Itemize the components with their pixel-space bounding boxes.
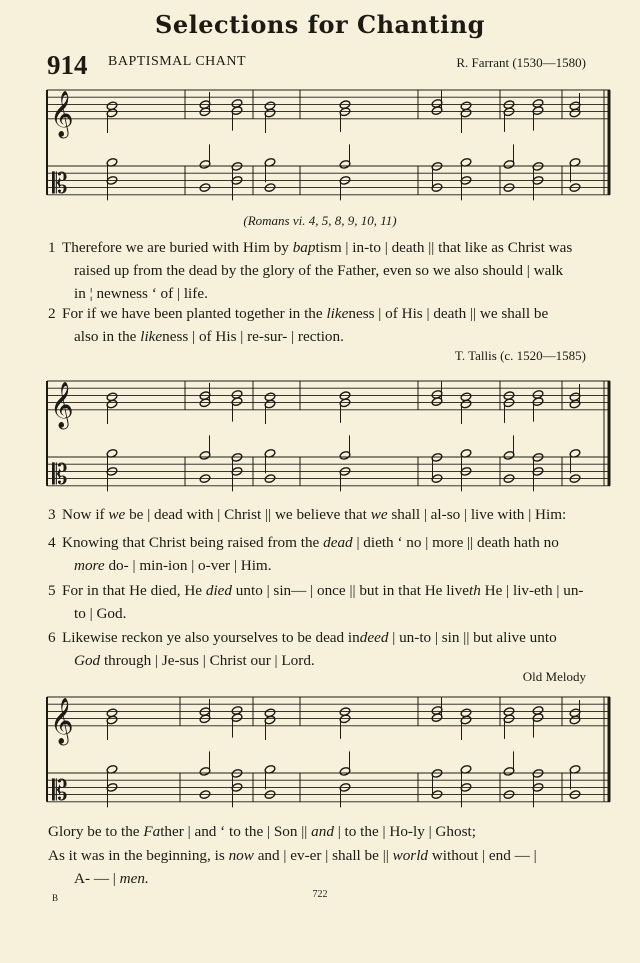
verse-number: 2: [48, 305, 56, 322]
verse-text: unto | sin— | once || but in that He live: [232, 582, 469, 599]
verse-text: do- | min-ion | o-ver | Him.: [104, 557, 272, 574]
gloria-text-em: world: [392, 847, 429, 864]
verse-text-em: th: [469, 582, 481, 599]
note-head: [532, 706, 544, 716]
verse-1: [48, 236, 613, 305]
verse-text: tism | in-to | death || that like as Christ was: [315, 239, 573, 256]
verse-text-em: dead: [323, 534, 353, 551]
note-head: [231, 99, 243, 109]
gloria-line-1: [48, 820, 618, 843]
verse-number: 6: [48, 629, 56, 646]
verse-text: ness | of His | death || we shall be: [348, 305, 549, 322]
composer-credit: T. Tallis (c. 1520—1585): [454, 348, 586, 363]
verse-text: Likewise reckon ye also yourselves to be dead in: [62, 629, 360, 646]
verse-text: in ¦ newness ‘ of | life.: [74, 285, 208, 302]
verse-text-em: like: [140, 328, 163, 345]
gloria-text-em: men.: [119, 870, 149, 887]
gloria-text: and | ev-er | shall be ||: [253, 847, 393, 864]
note-head: [460, 392, 472, 402]
gloria-text-em: now: [228, 847, 254, 864]
verse-text-em: we: [370, 506, 388, 523]
verse-text-em: died: [205, 582, 232, 599]
clef-icon: 𝄞: [50, 697, 74, 744]
scripture-reference: (Romans vi. 4, 5, 8, 9, 10, 11): [243, 213, 397, 228]
verse-2: [48, 302, 613, 348]
verse-text: | dieth ‘ no | more || death hath no: [352, 534, 559, 551]
verse-text: through | Je-sus | Christ our | Lord.: [100, 652, 315, 669]
note-head: [106, 101, 118, 111]
gloria-text: A- — |: [74, 870, 120, 887]
gloria-text-em: and: [311, 823, 334, 840]
clef-icon: 𝄡: [52, 457, 68, 491]
verse-text: For if we have been planted together in the: [62, 305, 327, 322]
gloria-text: ther | and ‘ to the | Son ||: [160, 823, 312, 840]
gloria-text: without | end — |: [428, 847, 537, 864]
note-head: [264, 708, 276, 718]
verse-number: 4: [48, 534, 56, 551]
verse-6: [48, 626, 613, 672]
note-head: [460, 101, 472, 111]
verse-text-em: we: [108, 506, 126, 523]
hymn-number: 914: [47, 50, 88, 80]
gloria-text: As it was in the beginning, is: [48, 847, 229, 864]
verse-text-em: deed: [359, 629, 389, 646]
verse-text: For in that He died, He: [62, 582, 206, 599]
note-head: [264, 392, 276, 402]
gloria-line-2: [48, 844, 618, 890]
verse-text-em: God: [74, 652, 101, 669]
verse-text: He | liv-eth | un-: [480, 582, 584, 599]
clef-icon: 𝄞: [50, 90, 74, 137]
verse-text: Therefore we are buried with Him by: [62, 239, 293, 256]
note-head: [532, 99, 544, 109]
note-head: [532, 390, 544, 400]
verse-text: Now if: [62, 506, 109, 523]
verse-text: Knowing that Christ being raised from the: [62, 534, 324, 551]
verse-text: ness | of His | re-sur- | rection.: [162, 328, 344, 345]
verse-text: raised up from the dead by the glory of the Father, even so we also should | walk: [74, 262, 564, 279]
note-head: [264, 101, 276, 111]
verse-text: shall | al-so | live with | Him:: [387, 506, 567, 523]
verse-text: to | God.: [74, 605, 127, 622]
chant-title: BAPTISMAL CHANT: [108, 54, 247, 69]
verse-text: also in the: [74, 328, 141, 345]
note-head: [231, 706, 243, 716]
composer-credit: R. Farrant (1530—1580): [456, 55, 586, 70]
gloria-text-em: Fa: [143, 823, 161, 840]
verse-number: 1: [48, 239, 56, 256]
note-head: [106, 392, 118, 402]
note-head: [231, 390, 243, 400]
verse-text-em: more: [74, 557, 105, 574]
gloria-text: Glory be to the: [48, 823, 144, 840]
gloria-text: | to the | Ho-ly | Ghost;: [333, 823, 476, 840]
clef-icon: 𝄡: [52, 166, 68, 200]
verse-text-em: like: [326, 305, 349, 322]
page-title: Selections for Chanting: [155, 10, 485, 39]
verse-3: [48, 503, 613, 526]
verse-number: 5: [48, 582, 56, 599]
verse-5: [48, 579, 613, 625]
clef-icon: 𝄞: [50, 381, 74, 428]
verse-number: 3: [48, 506, 56, 523]
verse-4: [48, 531, 613, 577]
page-number: 722: [312, 889, 328, 900]
verse-text: be | dead with | Christ || we believe that: [125, 506, 371, 523]
signature-mark: B: [52, 893, 59, 903]
composer-credit: Old Melody: [522, 669, 586, 684]
verse-text-em: bap: [292, 239, 316, 256]
verse-text: | un-to | sin || but alive unto: [388, 629, 557, 646]
clef-icon: 𝄡: [52, 773, 68, 807]
note-head: [460, 708, 472, 718]
note-head: [106, 708, 118, 718]
